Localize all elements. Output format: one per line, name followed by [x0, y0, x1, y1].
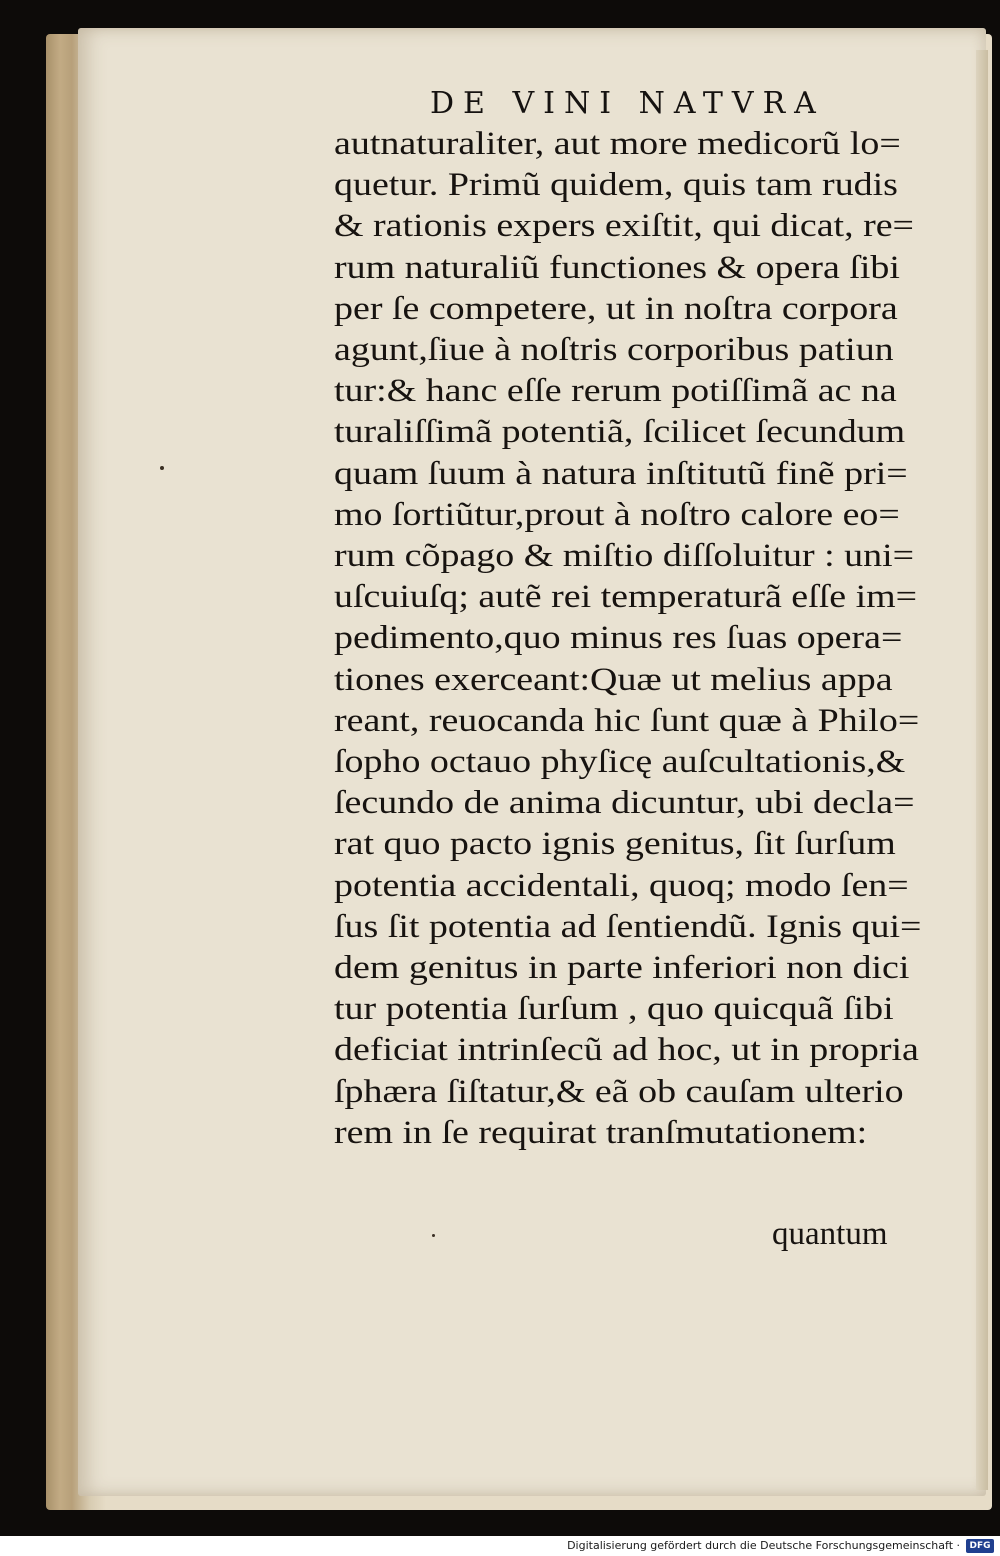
paper-speck [432, 1234, 435, 1237]
text-line: deficiat intrinſecũ ad hoc, ut in propria [334, 1032, 919, 1069]
text-line: ſopho octauo phyſicę auſcultationis,& [334, 744, 906, 781]
text-line: potentia accidentali, quoq; modo ſen= [334, 867, 909, 904]
text-line: quetur. Primũ quidem, quis tam rudis [334, 167, 898, 204]
text-line: mo ſortiũtur,prout à noſtro calore eo= [334, 496, 900, 533]
paper-speck [160, 466, 164, 470]
text-line: rat quo pacto ignis genitus, ſit ſurſum [334, 826, 896, 863]
text-line: uſcuiuſq; autẽ rei temperaturã eſſe im= [334, 579, 918, 616]
text-line: tur potentia ſurſum , quo quicquã ſibi [334, 991, 894, 1028]
text-line: agunt,ſiue à noſtris corporibus patiun [334, 332, 894, 369]
text-line: & rationis expers exiſtit, qui dicat, re= [334, 208, 914, 245]
text-line: dem genitus in parte inferiori non dici [334, 950, 910, 987]
body-text [334, 124, 940, 1154]
text-line: rum cõpago & miſtio diſſoluitur : uni= [334, 538, 915, 575]
text-line: quam ſuum à natura inſtitutũ finẽ pri= [334, 455, 908, 492]
text-line: turaliſſimã potentiã, ſcilicet ſecundum [334, 414, 906, 451]
footer-bar [0, 1536, 1000, 1556]
text-line: tur:& hanc eſſe rerum potiſſimã ac na [334, 373, 897, 410]
text-line: ſphæra ſiſtatur,& eã ob cauſam ulterio [334, 1073, 904, 1110]
catchword: quantum [772, 1216, 888, 1252]
text-line: ſus ſit potentia ad ſentiendũ. Ignis qui= [334, 908, 922, 945]
text-line: tiones exerceant:Quæ ut melius appa [334, 661, 893, 698]
text-line: per ſe competere, ut in noſtra corpora [334, 290, 898, 327]
running-head: DE VINI NATVRA [430, 86, 825, 121]
page-fore-edge [976, 50, 988, 1490]
text-line: rum naturaliũ functiones & opera ſibi [334, 249, 900, 286]
text-line: pedimento,quo minus res ſuas opera= [334, 620, 903, 657]
text-line: autnaturaliter, aut more medicorũ lo= [334, 126, 901, 162]
dfg-logo: DFG [966, 1539, 994, 1553]
text-line: ſecundo de anima dicuntur, ubi decla= [334, 785, 915, 822]
text-line: reant, reuocanda hic ſunt quæ à Philo= [334, 702, 920, 739]
text-line: rem in ſe requirat tranſmutationem: [334, 1114, 868, 1151]
footer-credit: Digitalisierung gefördert durch die Deutsche Forschungsgemeinschaft · [567, 1539, 960, 1552]
